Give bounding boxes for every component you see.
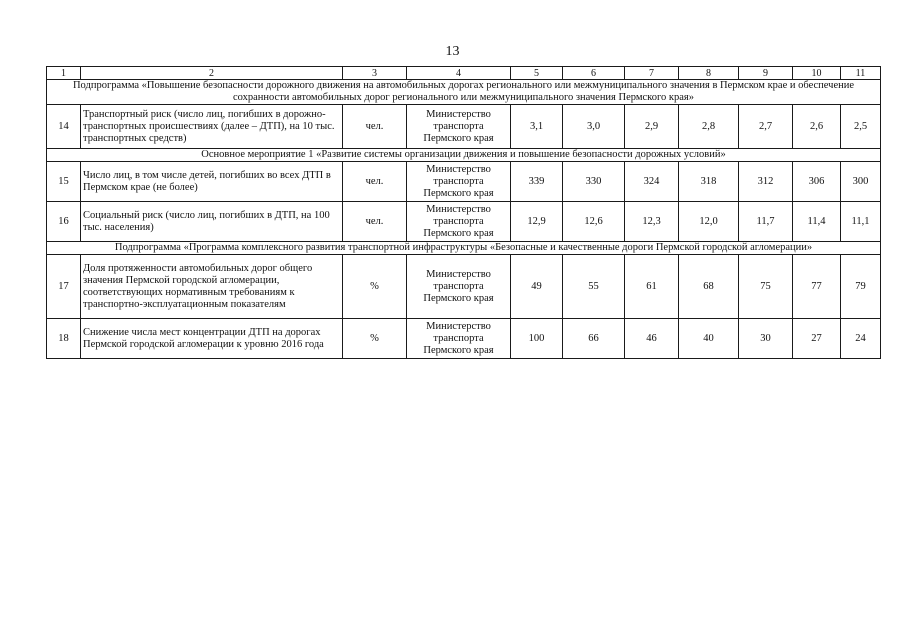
unit-cell: % [343,319,407,359]
responsible-cell: Министерство транспорта Пермского края [407,319,511,359]
value-cell: 324 [625,162,679,202]
header-cell: 1 [47,67,81,80]
value-cell: 30 [739,319,793,359]
indicator-name: Доля протяженности автомобильных дорог общего значения Пермской городской агломерации, соответствующих нормативным требованиям к транспортно-эксплуатационным показателям [81,255,343,319]
responsible-cell: Министерство транспорта Пермского края [407,162,511,202]
value-cell: 318 [679,162,739,202]
value-cell: 2,7 [739,105,793,149]
row-number: 16 [47,202,81,242]
indicator-name: Социальный риск (число лиц, погибших в ДТП, на 100 тыс. населения) [81,202,343,242]
value-cell: 68 [679,255,739,319]
value-cell: 79 [841,255,881,319]
header-cell: 2 [81,67,343,80]
subprogram-title: Подпрограмма «Повышение безопасности дорожного движения на автомобильных дорогах регионального или межмуниципального значения в Пермском крае и обеспечение сохранности автомобильных дорог регионального или межмуниципального значения Пермского края» [47,80,881,105]
section-row [47,242,881,255]
responsible-cell: Министерство транспорта Пермского края [407,105,511,149]
value-cell: 306 [793,162,841,202]
section-row [47,149,881,162]
table-row [47,202,881,242]
value-cell: 27 [793,319,841,359]
page-number: 13 [445,44,460,59]
indicators-table [46,66,881,359]
table-row [47,105,881,149]
unit-cell: чел. [343,202,407,242]
value-cell: 12,3 [625,202,679,242]
unit-cell: % [343,255,407,319]
value-cell: 339 [511,162,563,202]
value-cell: 11,7 [739,202,793,242]
value-cell: 12,0 [679,202,739,242]
value-cell: 11,1 [841,202,881,242]
header-cell: 8 [679,67,739,80]
unit-cell: чел. [343,162,407,202]
header-row [47,67,881,80]
value-cell: 75 [739,255,793,319]
value-cell: 24 [841,319,881,359]
value-cell: 12,6 [563,202,625,242]
header-cell: 3 [343,67,407,80]
value-cell: 3,1 [511,105,563,149]
table-row [47,319,881,359]
header-cell: 7 [625,67,679,80]
header-cell: 6 [563,67,625,80]
header-cell: 4 [407,67,511,80]
subprogram-title: Подпрограмма «Программа комплексного развития транспортной инфраструктуры «Безопасные и качественные дороги Пермской городской агломерации» [47,242,881,255]
value-cell: 330 [563,162,625,202]
value-cell: 100 [511,319,563,359]
row-number: 17 [47,255,81,319]
value-cell: 2,5 [841,105,881,149]
header-cell: 11 [841,67,881,80]
unit-cell: чел. [343,105,407,149]
value-cell: 3,0 [563,105,625,149]
value-cell: 49 [511,255,563,319]
value-cell: 77 [793,255,841,319]
responsible-cell: Министерство транспорта Пермского края [407,255,511,319]
value-cell: 46 [625,319,679,359]
value-cell: 66 [563,319,625,359]
value-cell: 11,4 [793,202,841,242]
header-cell: 9 [739,67,793,80]
table-row [47,255,881,319]
section-row [47,80,881,105]
responsible-cell: Министерство транспорта Пермского края [407,202,511,242]
value-cell: 312 [739,162,793,202]
row-number: 15 [47,162,81,202]
main-activity-title: Основное мероприятие 1 «Развитие системы организации движения и повышение безопасности дорожных условий» [47,149,881,162]
table-row [47,162,881,202]
row-number: 18 [47,319,81,359]
value-cell: 2,6 [793,105,841,149]
value-cell: 40 [679,319,739,359]
value-cell: 2,8 [679,105,739,149]
header-cell: 10 [793,67,841,80]
value-cell: 12,9 [511,202,563,242]
value-cell: 2,9 [625,105,679,149]
header-cell: 5 [511,67,563,80]
indicator-name: Транспортный риск (число лиц, погибших в дорожно-транспортных происшествиях (далее – ДТП), на 10 тыс. транспортных средств) [81,105,343,149]
value-cell: 300 [841,162,881,202]
indicator-name: Снижение числа мест концентрации ДТП на дорогах Пермской городской агломерации к уровню 2016 года [81,319,343,359]
row-number: 14 [47,105,81,149]
indicator-name: Число лиц, в том числе детей, погибших во всех ДТП в Пермском крае (не более) [81,162,343,202]
value-cell: 61 [625,255,679,319]
value-cell: 55 [563,255,625,319]
